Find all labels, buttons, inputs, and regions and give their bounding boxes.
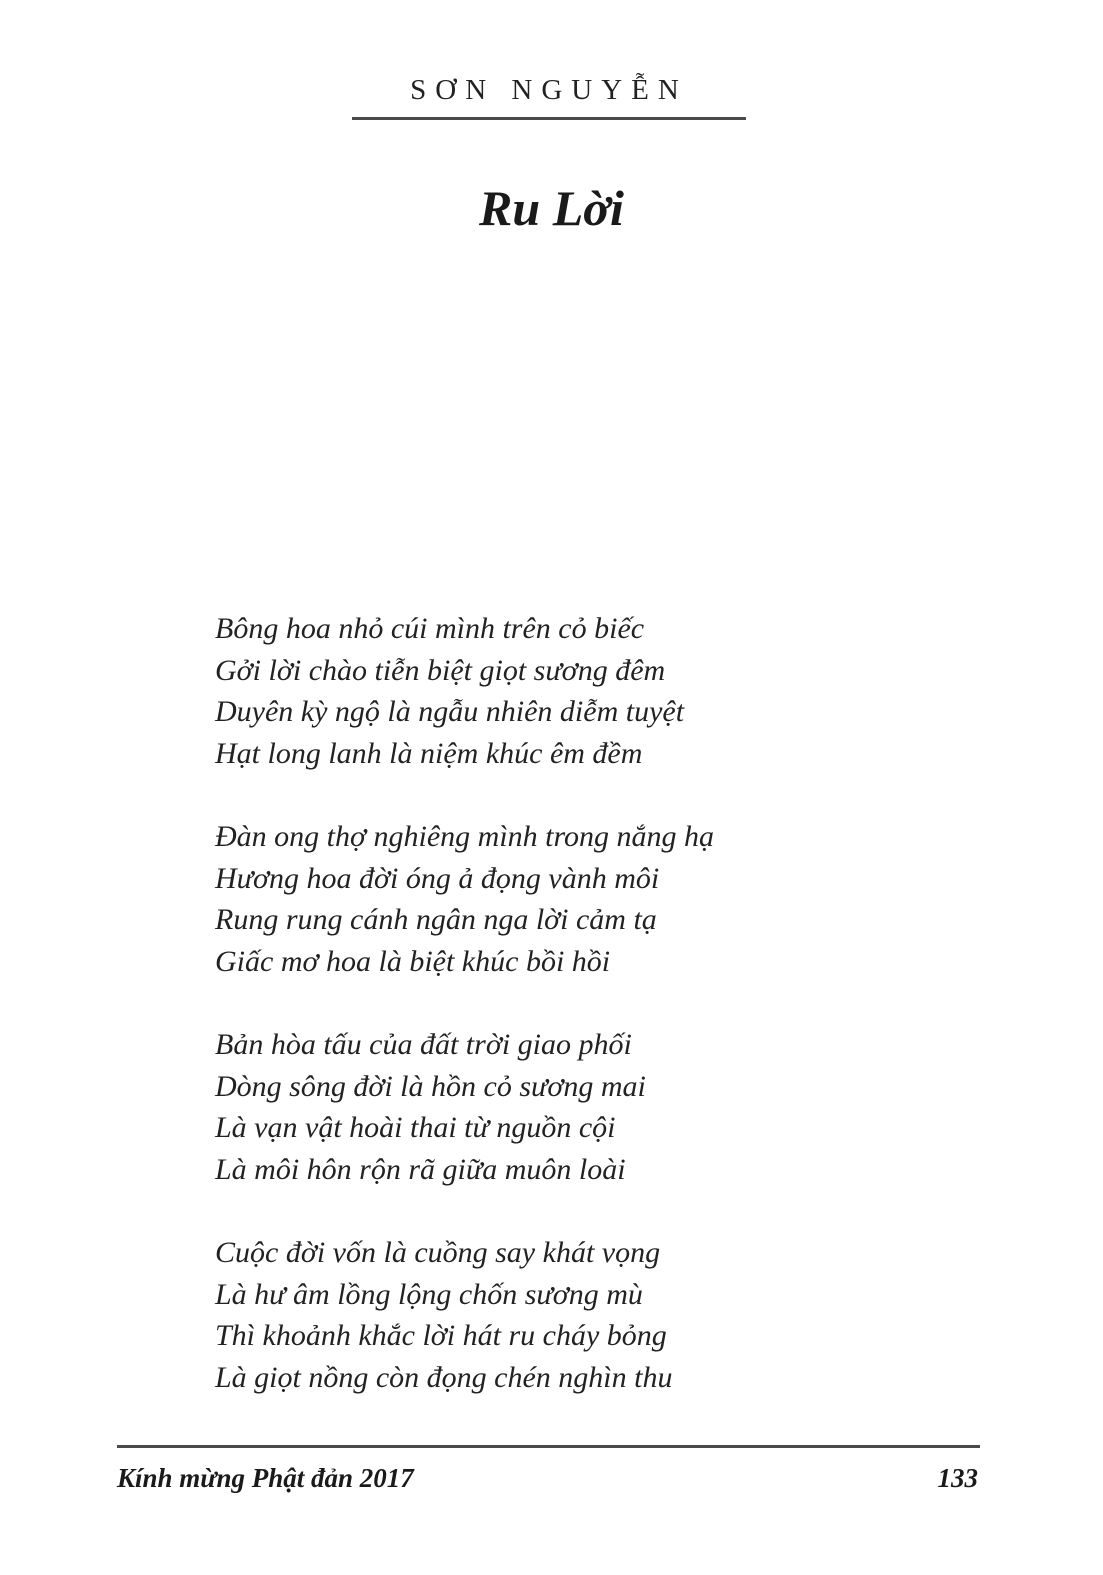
poem-line: Duyên kỳ ngộ là ngẫu nhiên diễm tuyệt	[215, 695, 685, 728]
poem-line: Rung rung cánh ngân nga lời cảm tạ	[215, 903, 657, 936]
poem-line: Là vạn vật hoài thai từ nguồn cội	[215, 1111, 616, 1144]
author-divider	[352, 117, 746, 120]
stanza-3	[215, 1024, 915, 1190]
poem-line: Dòng sông đời là hồn cỏ sương mai	[215, 1069, 646, 1103]
footer-divider	[117, 1445, 980, 1448]
poem-line: Là hư âm lồng lộng chốn sương mù	[215, 1277, 643, 1311]
poem-line: Đàn ong thợ nghiêng mình trong nắng hạ	[215, 820, 715, 853]
poem-body	[215, 608, 915, 1440]
poem-line: Cuộc đời vốn là cuồng say khát vọng	[215, 1236, 661, 1269]
publication-title: Kính mừng Phật đản 2017	[117, 1463, 414, 1493]
stanza-1	[215, 608, 915, 774]
poem-line: Bản hòa tấu của đất trời giao phối	[215, 1028, 632, 1061]
poem-line: Gởi lời chào tiễn biệt giọt sương đêm	[215, 653, 666, 687]
poem-line: Là môi hôn rộn rã giữa muôn loài	[215, 1152, 626, 1186]
poem-line: Bông hoa nhỏ cúi mình trên cỏ biếc	[215, 612, 645, 645]
poem-line: Hạt long lanh là niệm khúc êm đềm	[215, 736, 643, 770]
stanza-4	[215, 1232, 915, 1398]
author-name: SƠN NGUYỄN	[410, 74, 688, 106]
poem-line: Là giọt nồng còn đọng chén nghìn thu	[215, 1360, 673, 1394]
poem-title: Ru Lời	[479, 180, 624, 236]
poem-line: Hương hoa đời óng ả đọng vành môi	[215, 861, 660, 895]
stanza-2	[215, 816, 915, 982]
poem-line: Giấc mơ hoa là biệt khúc bồi hồi	[215, 944, 611, 978]
page-number: 133	[937, 1463, 978, 1493]
poem-line: Thì khoảnh khắc lời hát ru cháy bỏng	[215, 1319, 667, 1352]
